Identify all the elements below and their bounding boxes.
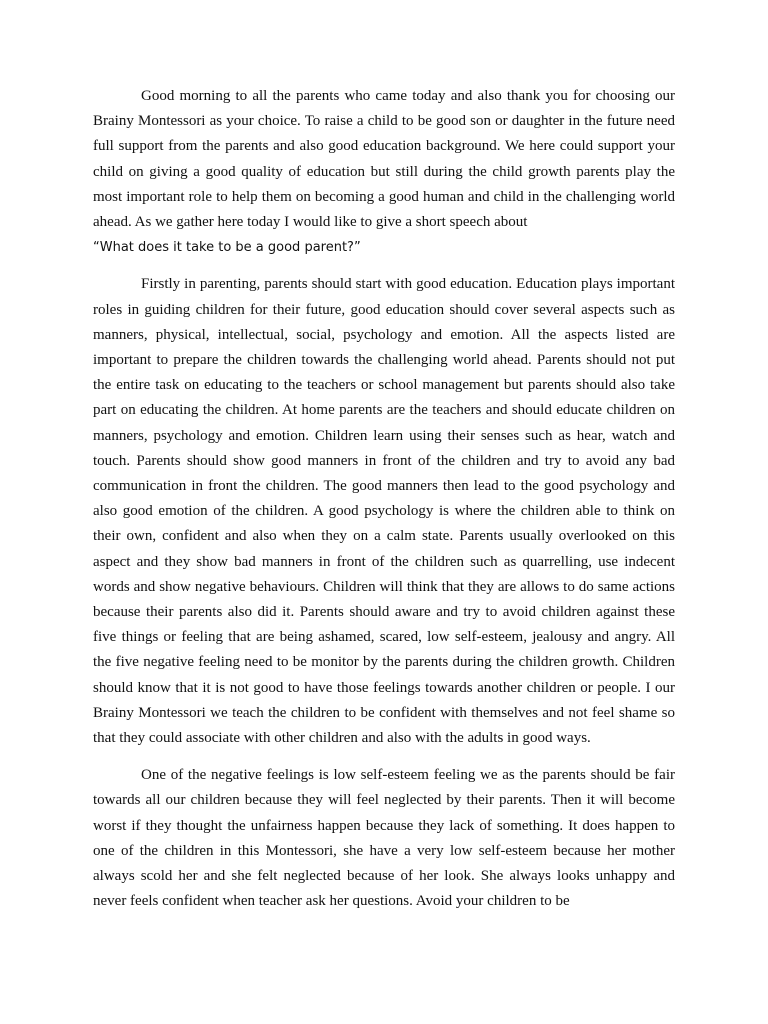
paragraph-education: Firstly in parenting, parents should start with good education. Education plays important roles in guiding children for their future, good education should cover several aspects such as manners, physical, intellectual, social, psychology and emotion. All the aspects listed are important to prepare the children towards the challenging world ahead. Parents should not put the entire task on educating to the teachers or school management but parents should also take part on educating the children. At home parents are the teachers and should educate children on manners, psychology and emotion. Children learn using their senses such as hear, watch and touch. Parents should show good manners in front of the children and try to avoid any bad communication in front the children. The good manners then lead to the good psychology and also good emotion of the children. A good psychology is where the children able to think on their own, confident and also when they on a calm state. Parents usually overlooked on this aspect and they show bad manners in front of the children such as quarrelling, use indecent words and show negative behaviours. Children will think that they are allows to do same actions because their parents also did it. Parents should aware and try to avoid children against these five things or feeling that are being ashamed, scared, low self-esteem, jealousy and angry. All the five negative feeling need to be monitor by the parents during the children growth. Children should know that it is not good to have those feelings towards another children or people. I our Brainy Montessori we teach the children to be confident with themselves and not feel shame so that they could associate with other children and also with the adults in good ways.: [93, 276, 675, 747]
document-body: [93, 84, 675, 927]
paragraph-self-esteem: One of the negative feelings is low self-esteem feeling we as the parents should be fair towards all our children because they will feel neglected by their parents. Then it will become worst if they thought the unfairness happen because they lack of something. It does happen to one of the children in this Montessori, she have a very low self-esteem because her mother always scold her and she felt neglected because of her look. She always looks unhappy and never feels confident when teacher ask her questions. Avoid your children to be: [93, 767, 675, 910]
paragraph-intro-text: Good morning to all the parents who came today and also thank you for choosing our Brainy Montessori as your choice. To raise a child to be good son or daughter in the future need full support from the parents and also good education background. We here could support your child on giving a good quality of education but still during the child growth parents play the most important role to help them on becoming a good human and child in the challenging world ahead. As we gather here today I would like to give a short speech about: [93, 88, 675, 231]
speech-title-quote: “What does it take to be a good parent?”: [93, 240, 361, 256]
paragraph-intro: [93, 84, 675, 260]
